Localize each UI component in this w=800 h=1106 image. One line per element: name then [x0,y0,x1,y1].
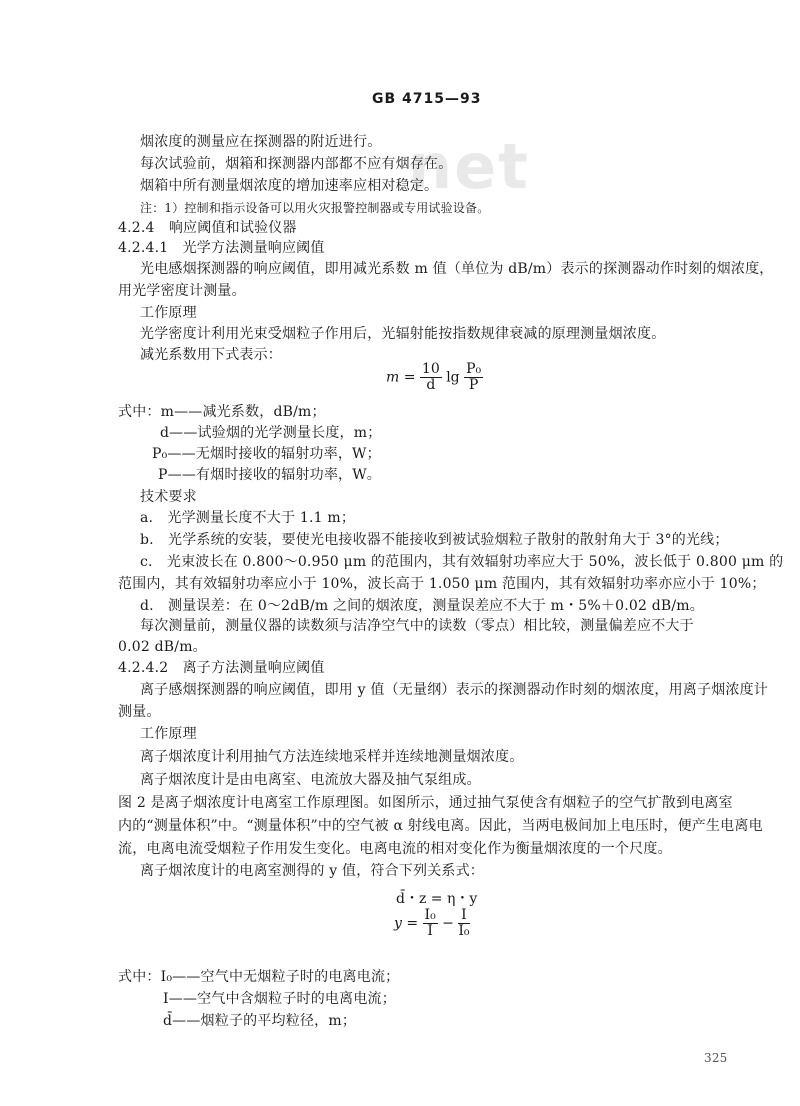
intro-line-1: 烟浓度的测量应在探测器的附近进行。 [140,134,382,150]
optical-paragraph-line-1: 光电感烟探测器的响应阈值，即用减光系数 m 值（单位为 dB/m）表示的探测器动作时刻的烟浓度， [140,261,774,277]
requirement-a: a. 光学测量长度不大于 1.1 m； [140,510,356,526]
formula-coefficient: $\frac{10}{d}$ [421,361,440,393]
optical-principle-title: 工作原理 [140,305,197,321]
equation-ratio-2: $\frac{I}{\text{I₀}}$ [458,907,470,939]
equation-ratio-1: $\frac{\text{I₀}}{I}$ [424,907,436,939]
extinction-formula [386,362,483,393]
optical-principle-text: 光学密度计利用光束受烟粒子作用后，光辐射能按指数规律衰减的原理测量烟浓度。 [140,326,666,342]
equation-minus: − [442,915,459,932]
each-measurement-line-2: 0.02 dB/m。 [118,639,207,655]
section-4-2-4-heading: 4.2.4 响应阈值和试验仪器 [118,220,297,236]
watermark: net [408,130,530,203]
ion-paragraph-line-1: 离子感烟探测器的响应阈值，即用 y 值（无量纲）表示的探测器动作时刻的烟浓度，用离子烟浓度计 [140,682,769,698]
figure-paragraph-line-2: 内的“测量体积”中。“测量体积”中的空气被 α 射线电离。因此，当两电极间加上电压时，便产生电离电 [118,818,763,834]
section-4-2-4-1-heading: 4.2.4.1 光学方法测量响应阈值 [118,240,325,256]
optical-paragraph-line-2: 用光学密度计测量。 [118,283,246,299]
ion-principle-line-1: 离子烟浓度计利用抽气方法连续地采样并连续地测量烟浓度。 [140,749,524,765]
requirement-d: d. 测量误差：在 0～2dB/m 之间的烟浓度，测量误差应不大于 m・5%＋0.02 dB/m。 [140,598,704,614]
requirement-c-line-1: c. 光束波长在 0.800～0.950 μm 的范围内，其有效辐射功率应大于 50%，波长低于 0.800 μm 的 [140,554,784,570]
figure-paragraph-line-1: 图 2 是离子烟浓度计电离室工作原理图。如图所示，通过抽气泵使含有烟粒子的空气扩散到电离室 [118,795,733,811]
optical-where-line-3: P₀——无烟时接收的辐射功率，W； [152,446,381,462]
intro-line-3: 烟箱中所有测量烟浓度的增加速率应相对稳定。 [140,178,439,194]
ion-formula-intro: 离子烟浓度计的电离室测得的 y 值，符合下列关系式： [140,863,485,879]
ion-principle-title: 工作原理 [140,726,197,742]
ion-equation-2 [394,908,470,939]
optical-where-line-2: d——试验烟的光学测量长度，m； [160,425,382,441]
requirement-b: b. 光学系统的安装，要使光电接收器不能接收到被试验烟粒子散射的散射角大于 3°的光线； [140,532,729,548]
tech-requirements-title: 技术要求 [140,489,197,505]
equation-lhs: y = [394,915,423,932]
ion-paragraph-line-2: 测量。 [118,704,161,720]
section-4-2-4-2-heading: 4.2.4.2 离子方法测量响应阈值 [118,660,325,676]
intro-line-2: 每次试验前，烟箱和探测器内部都不应有烟存在。 [140,156,453,172]
ion-where-line-1: 式中：I₀——空气中无烟粒子时的电离电流； [118,969,400,985]
note-line: 注：1）控制和指示设备可以用火灾报警控制器或专用试验设备。 [140,201,490,215]
formula-lhs: m = [386,369,420,386]
each-measurement-line-1: 每次测量前，测量仪器的读数须与洁净空气中的读数（零点）相比较，测量偏差应不大于 [140,618,694,634]
standard-code-header: GB 4715—93 [372,91,482,107]
formula-log: lg [446,369,460,386]
optical-where-line-1: 式中：m——减光系数，dB/m； [118,404,326,420]
requirement-c-line-2: 范围内，其有效辐射功率应小于 10%，波长高于 1.050 μm 范围内，其有效辐射功率亦应小于 10%； [118,576,766,592]
ion-where-line-3: d̄——烟粒子的平均粒径，m； [163,1013,357,1029]
ion-equation-1: d̄・z = η・y [396,891,478,907]
optical-formula-intro: 减光系数用下式表示： [140,347,282,363]
ion-where-line-2: I——空气中含烟粒子时的电离电流； [163,991,396,1007]
formula-ratio: $\frac{\text{P₀}}{P}$ [466,361,482,393]
figure-paragraph-line-3: 流，电离电流受烟粒子作用发生变化。电离电流的相对变化作为衡量烟浓度的一个尺度。 [118,841,672,857]
ion-principle-line-2: 离子烟浓度计是由电离室、电流放大器及抽气泵组成。 [140,772,481,788]
optical-where-line-4: P——有烟时接收的辐射功率，W。 [158,467,382,483]
page-number: 325 [704,1051,728,1065]
